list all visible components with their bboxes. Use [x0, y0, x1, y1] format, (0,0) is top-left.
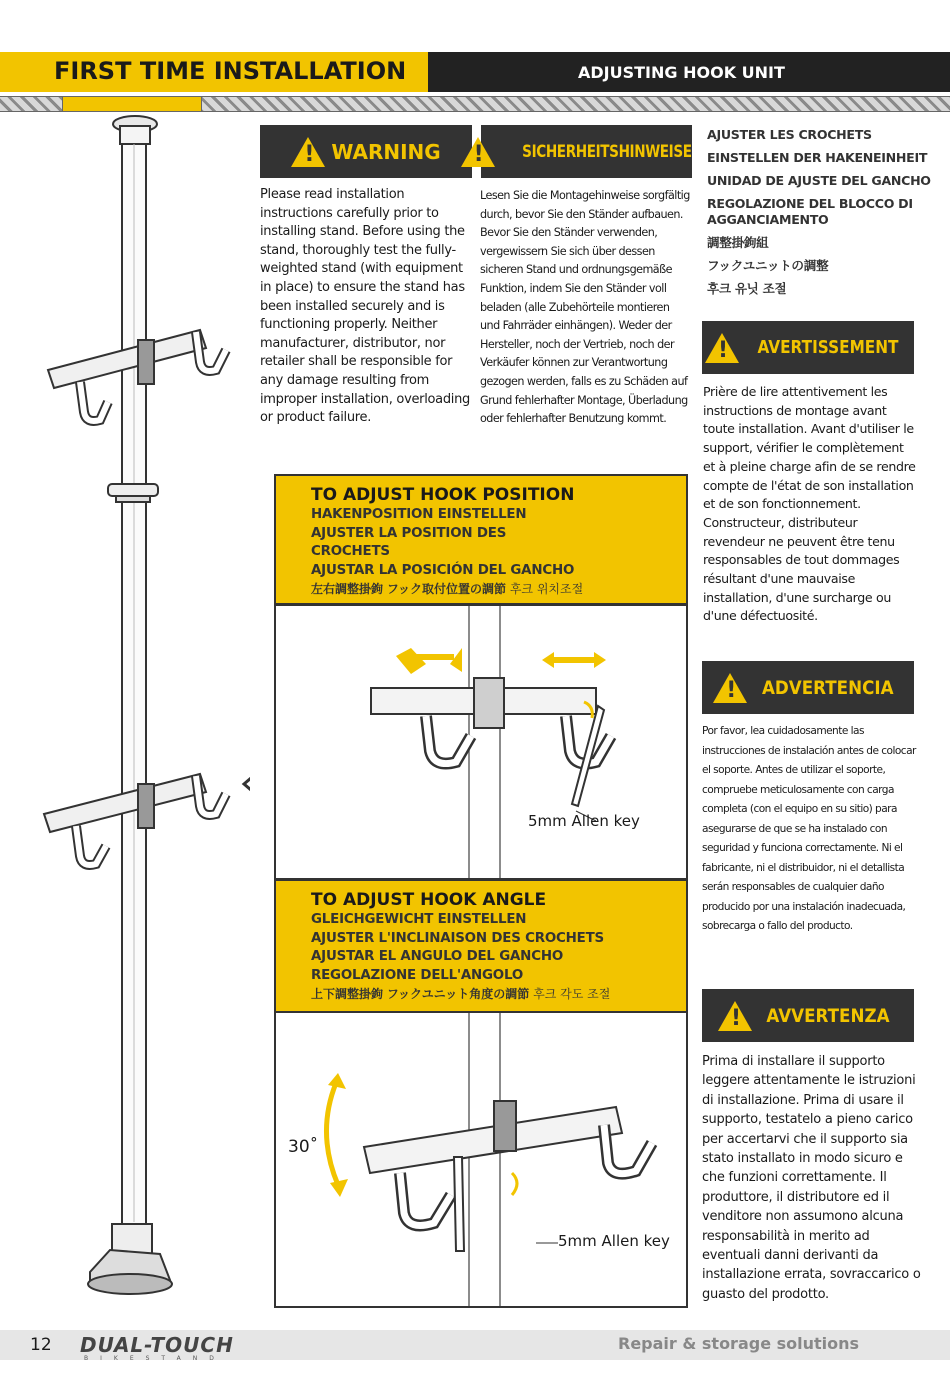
warning-it-banner: ! AVVERTENZA — [702, 989, 914, 1042]
page-title: FIRST TIME INSTALLATION — [54, 57, 407, 85]
page-number: 12 — [30, 1335, 52, 1355]
warning-icon — [291, 137, 325, 167]
section-title: ADJUSTING HOOK UNIT — [578, 63, 785, 82]
warning-icon — [705, 333, 739, 363]
hook-angle-heading-box: TO ADJUST HOOK ANGLE GLEICHGEWICHT EINSTELLEN AJUSTER L'INCLINAISON DES CROCHETS AJUSTAR EL ANGULO DEL GANCHO REGOLAZIONE DELL'ANGOLO 上下調整掛鉤 フックユニット角度の調節 후크 각도 조절 — [274, 879, 688, 1013]
warning-en-banner: ! WARNING — [260, 125, 472, 178]
hazard-stripe-highlight — [62, 96, 202, 112]
warning-es-banner: ! ADVERTENCIA — [702, 661, 914, 714]
hook-angle-illustration — [276, 1013, 686, 1306]
brand-logo: DUAL-TOUCH — [80, 1333, 234, 1357]
warning-fr-banner: ! AVERTISSEMENT — [702, 321, 914, 374]
warning-text-fr: Prière de lire attentivement les instructions de montage avant toute installation. Avant d'utiliser le support, vérifier le complètement et à pleine charge afin de se rendre compte de l'état de son installation et de son fonctionnement. Constructeur, distributeur revendeur ne peuvent être tenu responsables de tout dommages résultant d'une mauvaise installation, d'une surcharge ou d'une défectuosité. — [703, 384, 916, 624]
warning-de-banner: ! SICHERHEITSHINWEISE — [481, 125, 692, 178]
hook-position-illustration-panel — [274, 604, 688, 880]
header-left-banner — [0, 52, 428, 92]
angle-label: 30˚ — [288, 1137, 319, 1157]
warning-icon — [713, 673, 747, 703]
tagline: Repair & storage solutions — [618, 1334, 860, 1353]
warning-icon — [461, 137, 495, 167]
allen-key-label: 5mm Allen key — [528, 812, 640, 830]
stand-illustration — [0, 112, 250, 1332]
brand-subtitle: BIKESTAND — [84, 1355, 226, 1362]
warning-text-it: Prima di installare il supporto leggere attentamente le istruzioni di installazione. Prima di usare il supporto, testatelo a pieno carico per accertarvi che il supporto sia stato installato in modo sicuro e che funzioni correttamente. Il produttore, il distributore ed il venditore non assumono alcuna responsabilità in merito ad eventuali danni derivanti da installazione errata, sovraccarico o guasto del prodotto. — [702, 1054, 921, 1302]
warning-text-en: Please read installation instructions carefully prior to installing stand. Before using the stand, thoroughly test the fully-weighted stand (with equipment in place) to ensure the stand has been installed securely and is functioning properly. Neither manufacturer, distributor, nor retailer shall be responsible for any damage resulting from improper installation, overloading or product failure. — [260, 187, 470, 426]
warning-text-es: Por favor, lea cuidadosamente las instrucciones de instalación antes de colocar el soporte. Antes de utilizar el soporte, compruebe meticulosamente con carga completa (con el equipo en su sitio) para asegurarse de que se ha instalado con seguridad y funciona correctamente. Ni el fabricante, ni el distribuidor, ni el detallista serán responsables de cualquier daño producido por una instalación inadecuada, sobrecarga o fallo del producto. — [702, 725, 916, 932]
warning-icon — [718, 1001, 752, 1031]
warning-text-de: Lesen Sie die Montagehinweise sorgfältig durch, bevor Sie den Ständer aufbauen. Bevor Sie den Ständer verwenden, vergewissern Sie sich über dessen sicheren Stand und ordnungsgemäße Funktion, indem Sie den Ständer voll beladen (alle Zubehörteile montieren und Fahrräder einhängen). Weder der Hersteller, noch der Vertrieb, noch der Verkäufer können zur Verantwortung gezogen werden, falls es zu Schäden auf Grund fehlerhafter Montage, Überladung oder fehlerhafter Benutzung kommt. — [480, 189, 690, 426]
hook-position-heading-box: TO ADJUST HOOK POSITION HAKENPOSITION EINSTELLEN AJUSTER LA POSITION DES CROCHETS AJUSTAR LA POSICIÓN DEL GANCHO 左右調整掛鉤 フック取付位置の調節 후크 위치조절 — [274, 474, 688, 605]
hook-angle-illustration-panel — [274, 1011, 688, 1308]
header-right-banner — [428, 52, 950, 92]
hook-position-illustration — [276, 606, 686, 878]
section-title-translations: AJUSTER LES CROCHETS EINSTELLEN DER HAKENEINHEIT UNIDAD DE AJUSTE DEL GANCHO REGOLAZIONE DEL BLOCCO DI AGGANCIAMENTO 調整掛鉤組 フックユニットの調整 후크 유닛 조절 — [707, 127, 931, 296]
allen-key-label: 5mm Allen key — [558, 1232, 670, 1250]
